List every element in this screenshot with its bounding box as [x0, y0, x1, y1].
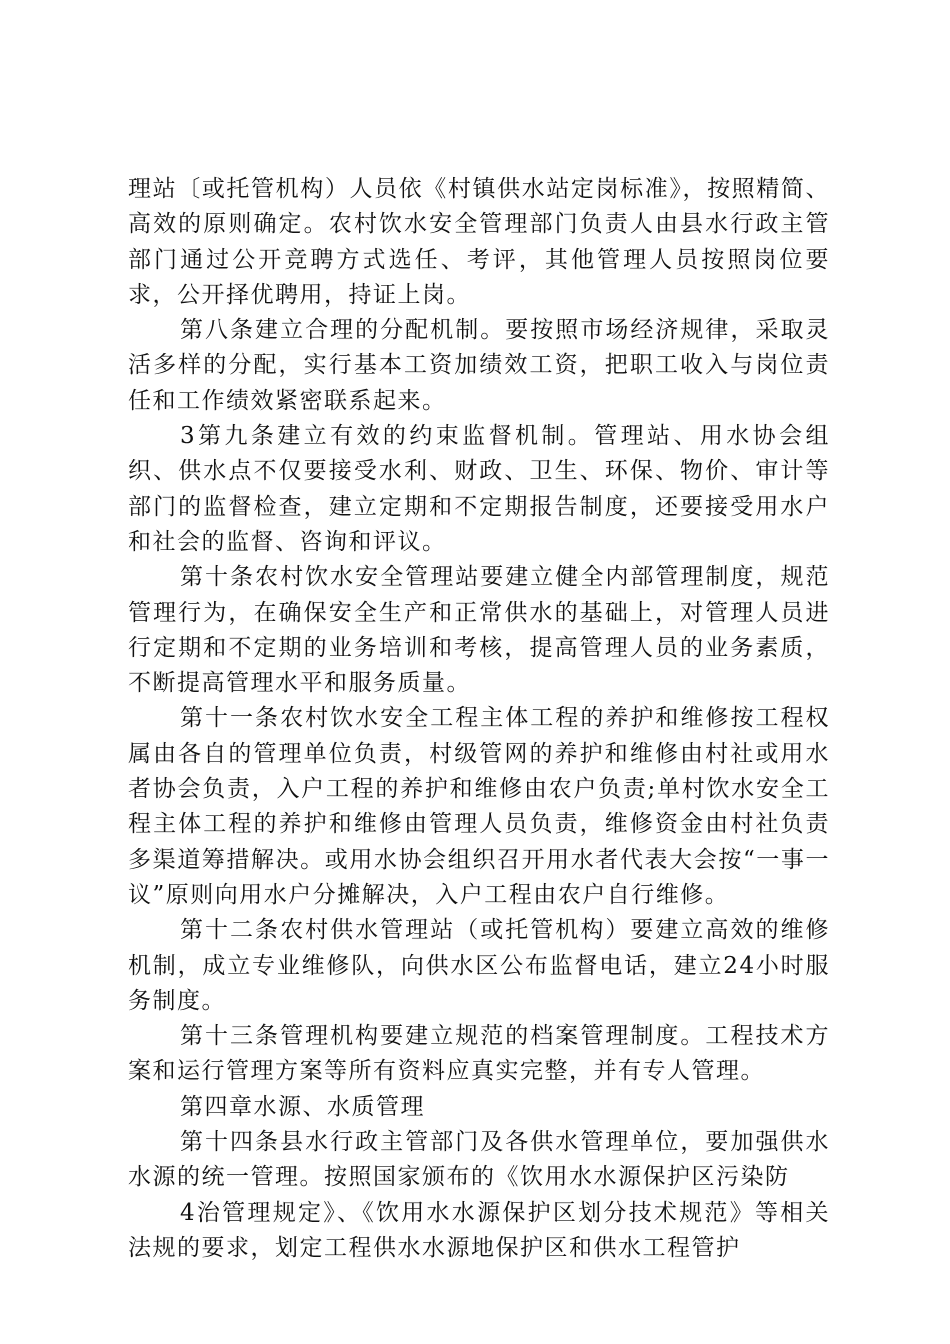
paragraph-article-10: 第十条农村饮水安全管理站要建立健全内部管理制度，规范管理行为，在确保安全生产和正常供水的基础上，对管理人员进行定期和不定期的业务培训和考核，提高管理人员的业务素质，不断提高管理水平和服务质量。 [128, 564, 830, 697]
paragraph-article-8: 第八条建立合理的分配机制。要按照市场经济规律，采取灵活多样的分配，实行基本工资加绩效工资，把职工收入与岗位责任和工作绩效紧密联系起来。 [128, 317, 830, 414]
paragraph-article-9: 3第九条建立有效的约束监督机制。管理站、用水协会组织、供水点不仅要接受水利、财政、卫生、环保、物价、审计等部门的监督检查，建立定期和不定期报告制度，还要接受用水户和社会的监督、咨询和评议。 [128, 423, 830, 555]
paragraph-continuation: 理站〔或托管机构）人员依《村镇供水站定岗标准》，按照精简、高效的原则确定。农村饮水安全管理部门负责人由县水行政主管部门通过公开竞聘方式选任、考评，其他管理人员按照岗位要求，公开择优聘用，持证上岗。 [128, 176, 830, 308]
document-body [128, 172, 830, 1266]
chapter-heading: 第四章水源、水质管理 [180, 1093, 425, 1120]
paragraph-article-13: 第十三条管理机构要建立规范的档案管理制度。工程技术方案和运行管理方案等所有资料应真实完整，并有专人管理。 [128, 1023, 830, 1085]
paragraph-article-14-continued: 4治管理规定》、《饮用水水源保护区划分技术规范》等相关法规的要求，划定工程供水水源地保护区和供水工程管护 [128, 1199, 830, 1261]
paragraph-article-11: 第十一条农村饮水安全工程主体工程的养护和维修按工程权属由各自的管理单位负责，村级管网的养护和维修由村社或用水者协会负责，入户工程的养护和维修由农户负责;单村饮水安全工程主体工程的养护和维修由管理人员负责，维修资金由村社负责多渠道筹措解决。或用水协会组织召开用水者代表大会按“一事一议”原则向用水户分摊解决，入户工程由农户自行维修。 [128, 705, 830, 908]
paragraph-article-14: 第十四条县水行政主管部门及各供水管理单位，要加强供水水源的统一管理。按照国家颁布的《饮用水水源保护区污染防 [128, 1129, 830, 1191]
paragraph-article-12: 第十二条农村供水管理站（或托管机构）要建立高效的维修机制，成立专业维修队，向供水区公布监督电话，建立24小时服务制度。 [128, 917, 830, 1014]
